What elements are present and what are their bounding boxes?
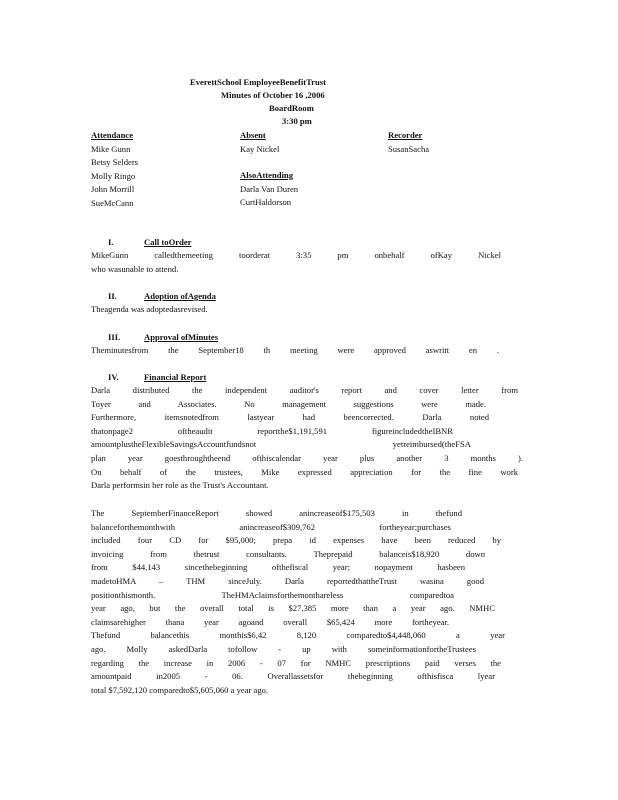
body-line: who wasunable to attend. — [91, 263, 179, 274]
attendance-heading: Attendance — [91, 130, 134, 140]
recorder-list — [388, 129, 445, 156]
body-line: total $7,592,120 comparedto$5,605,060 a year ago. — [91, 684, 269, 695]
section-number: IV. — [108, 372, 119, 382]
section-body — [91, 384, 523, 493]
body-line: balanceforthemonthwith anincreaseof$309,762 fortheyear;purchases — [91, 521, 451, 532]
body-line: regarding the increase in 2006 - 07 for NMHC prescriptions paid verses the — [91, 657, 501, 668]
body-line: ago. Molly askedDarla tofollow - up with someinformationfortheTrustees — [91, 643, 476, 654]
body-line: Darla distributed the independent auditor's report and cover letter from — [91, 385, 518, 395]
body-line: positionthismonth. TheHMAclaimsforthemonthareless comparedtoa — [91, 589, 454, 600]
body-line: amountplustheFlexibleSavingsAccountfundsnot yetreimbursed(theFSA — [91, 439, 471, 450]
body-line: Theagenda was adoptedasrevised. — [91, 304, 208, 314]
attendee-name: Betsy Selders — [91, 157, 139, 168]
absent-name: Kay Nickel — [240, 143, 280, 154]
body-line: plan year goesthroughtheend ofthiscalendar year plus another 3 months ). — [91, 452, 523, 463]
section-title: Adoption ofAgenda — [144, 291, 216, 301]
section-body — [91, 344, 518, 358]
attendee-name: John Morrill — [91, 184, 135, 195]
body-line: year ago, but the overall total is $27,385 more than a year ago. NMHC — [91, 603, 495, 614]
section-heading — [108, 371, 206, 385]
body-line: The SeptemberFinanceReport showed anincreaseof$175,503 in thefund — [91, 508, 462, 518]
recorder-name: SusanSacha — [388, 143, 430, 154]
section-heading — [108, 290, 216, 304]
body-line: amountpaid in2005 - 06. Overallassetsfor thebeginning ofthisfisca lyear — [91, 671, 495, 682]
header-title: EverettSchool EmployeeBenefitTrust — [190, 77, 326, 87]
body-line: Darla performsin her role as the Trust's Accountant. — [91, 480, 269, 491]
body-line: Theminutesfrom the September18 th meeting were approved aswritt en . — [91, 345, 499, 355]
section-body — [91, 249, 518, 276]
section-number: II. — [108, 291, 117, 301]
absent-heading: Absent — [240, 130, 266, 140]
body-line: Furthermore, itemsnotedfrom lastyear had beencorrected. Darla noted — [91, 412, 489, 423]
also-attending-name: CurtHaldorson — [240, 197, 292, 208]
section-title: Financial Report — [144, 372, 207, 382]
body-line: MikeGunn calledthemeeting toorderat 3:35 pm onbehalf ofKay Nickel — [91, 250, 501, 260]
section-heading — [108, 236, 192, 250]
also-attending-list — [240, 169, 298, 210]
header-time: 3:30 pm — [282, 116, 312, 126]
recorder-heading: Recorder — [388, 130, 423, 140]
attendee-name: SueMcCann — [91, 197, 134, 208]
body-line: included four CD for $95,000; prepa id expenses have been reduced by — [91, 535, 501, 546]
also-attending-name: Darla Van Duren — [240, 183, 299, 194]
attendee-name: Mike Gunn — [91, 143, 131, 154]
section-number: I. — [108, 237, 114, 247]
body-line: invoicing from thetrust consultants. Theprepaid balanceis$18,920 down — [91, 548, 485, 559]
section-body-paragraph — [91, 507, 518, 697]
body-line: thatonpage2 oftheaudit reportthe$1,191,591 figureincludedtheIBNR — [91, 425, 453, 436]
attendance-list — [91, 129, 163, 211]
section-number: III. — [108, 332, 121, 342]
section-title: Approval ofMinutes — [144, 332, 219, 342]
also-attending-heading: AlsoAttending — [240, 170, 294, 180]
header-location: BoardRoom — [269, 103, 314, 113]
body-line: madetoHMA – THM sinceJuly. Darla reportedthattheTrust wasina good — [91, 575, 484, 586]
body-line: from $44,143 sincethebeginning ofthefiscal year; nopayment hasbeen — [91, 562, 465, 573]
section-heading — [108, 331, 218, 345]
section-body — [91, 303, 518, 317]
body-line: Thefund balancethis monthis$6,42 8,120 comparedto$4,448,060 a year — [91, 630, 505, 641]
absent-list — [240, 129, 279, 156]
section-title: Call toOrder — [144, 237, 192, 247]
body-line: On behalf of the trustees, Mike expressed appreciation for the fine work — [91, 466, 518, 477]
body-line: Toyer and Associates. No management suggestions were made. — [91, 398, 486, 409]
body-line: claimsarehigher thana year agoand overall $65,424 more fortheyear. — [91, 616, 449, 627]
header-meeting-date: Minutes of October 16 ,2006 — [221, 90, 325, 100]
attendee-name: Molly Ringo — [91, 170, 136, 181]
